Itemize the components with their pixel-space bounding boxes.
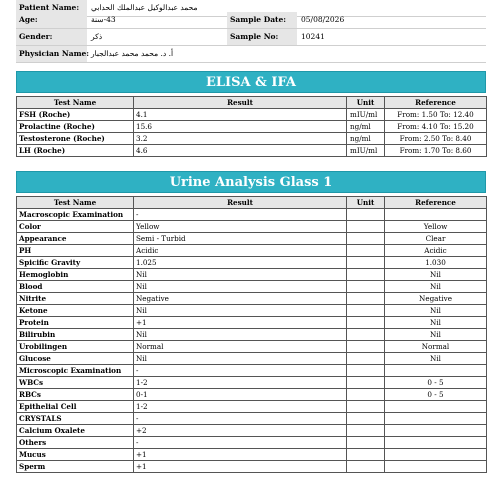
unit-cell (347, 413, 385, 425)
result-cell: Negative (134, 293, 347, 305)
sample-no-value: 10241 (301, 32, 325, 41)
table-row (17, 305, 487, 317)
physician-text: أ. د. محمد محمد عبدالجبار (91, 49, 174, 58)
unit-cell: ng/ml (347, 133, 385, 145)
result-cell: Nil (134, 353, 347, 365)
unit-cell (347, 461, 385, 473)
result-cell: 4.1 (134, 109, 347, 121)
reference-cell: 0 - 5 (385, 377, 487, 389)
table-row (17, 401, 487, 413)
elisa-header-row (17, 97, 487, 109)
unit-cell (347, 437, 385, 449)
reference-cell (385, 425, 487, 437)
reference-cell (385, 413, 487, 425)
test-name-cell: Urobilingen (17, 341, 134, 353)
elisa-results-table (16, 96, 487, 157)
elisa-section-title: ELISA & IFA (16, 71, 486, 93)
test-name-header: Test Name (17, 197, 134, 209)
unit-cell (347, 401, 385, 413)
result-cell: 1-2 (134, 377, 347, 389)
test-name-cell: Microscopic Examination (17, 365, 134, 377)
reference-cell: Negative (385, 293, 487, 305)
result-cell: - (134, 209, 347, 221)
reference-cell: Nil (385, 353, 487, 365)
test-name-cell: Appearance (17, 233, 134, 245)
unit-cell (347, 245, 385, 257)
table-row (17, 425, 487, 437)
reference-cell (385, 461, 487, 473)
result-cell: - (134, 365, 347, 377)
result-cell: 1-2 (134, 401, 347, 413)
unit-cell (347, 269, 385, 281)
table-row (17, 281, 487, 293)
table-row (17, 221, 487, 233)
reference-cell: Nil (385, 281, 487, 293)
result-cell: 1.025 (134, 257, 347, 269)
table-row (17, 109, 487, 121)
table-row (17, 461, 487, 473)
result-cell: +1 (134, 461, 347, 473)
test-name-cell: Prolactine (Roche) (17, 121, 134, 133)
unit-cell (347, 221, 385, 233)
table-row (17, 245, 487, 257)
reference-cell: Nil (385, 317, 487, 329)
table-row (17, 341, 487, 353)
table-row (17, 365, 487, 377)
urine-results-table (16, 196, 487, 473)
reference-cell: From: 1.70 To: 8.60 (385, 145, 487, 157)
test-name-cell: WBCs (17, 377, 134, 389)
table-row (17, 317, 487, 329)
table-row (17, 233, 487, 245)
result-cell: Nil (134, 329, 347, 341)
unit-cell (347, 329, 385, 341)
reference-cell: 1.030 (385, 257, 487, 269)
unit-cell (347, 209, 385, 221)
table-row (17, 329, 487, 341)
test-name-cell: RBCs (17, 389, 134, 401)
unit-cell: mIU/ml (347, 145, 385, 157)
unit-cell (347, 425, 385, 437)
table-row (17, 209, 487, 221)
unit-cell (347, 317, 385, 329)
urine-header-row (17, 197, 487, 209)
gender-value (87, 29, 227, 45)
patient-info (16, 0, 486, 58)
test-name-cell: Sperm (17, 461, 134, 473)
result-cell: Semi - Turbid (134, 233, 347, 245)
test-name-cell: Hemoglobin (17, 269, 134, 281)
reference-cell (385, 437, 487, 449)
age-row (16, 12, 486, 29)
result-cell: - (134, 413, 347, 425)
test-name-cell: Mucus (17, 449, 134, 461)
table-row (17, 413, 487, 425)
test-name-cell: FSH (Roche) (17, 109, 134, 121)
gender-text: ذكر (91, 32, 103, 41)
unit-cell (347, 257, 385, 269)
result-cell: 15.6 (134, 121, 347, 133)
result-cell: +2 (134, 425, 347, 437)
reference-cell: 0 - 5 (385, 389, 487, 401)
sample-date-label: Sample Date: (227, 12, 297, 28)
unit-cell (347, 377, 385, 389)
unit-cell (347, 305, 385, 317)
table-row (17, 437, 487, 449)
unit-cell (347, 281, 385, 293)
age-label: Age: (16, 12, 87, 28)
reference-cell: From: 2.50 To: 8.40 (385, 133, 487, 145)
result-cell: +1 (134, 449, 347, 461)
test-name-cell: Testosterone (Roche) (17, 133, 134, 145)
table-row (17, 269, 487, 281)
test-name-cell: Blood (17, 281, 134, 293)
urine-table-body (17, 209, 487, 473)
result-cell: Nil (134, 269, 347, 281)
gender-row (16, 29, 486, 46)
test-name-cell: CRYSTALS (17, 413, 134, 425)
unit-cell (347, 449, 385, 461)
unit-cell (347, 233, 385, 245)
reference-header: Reference (385, 197, 487, 209)
reference-cell (385, 209, 487, 221)
result-header: Result (134, 197, 347, 209)
table-row (17, 133, 487, 145)
test-name-cell: Bilirubin (17, 329, 134, 341)
test-name-cell: LH (Roche) (17, 145, 134, 157)
reference-cell: Nil (385, 269, 487, 281)
unit-cell (347, 389, 385, 401)
unit-cell: ng/ml (347, 121, 385, 133)
result-cell: Acidic (134, 245, 347, 257)
result-cell: 0-1 (134, 389, 347, 401)
test-name-cell: Ketone (17, 305, 134, 317)
reference-cell: From: 1.50 To: 12.40 (385, 109, 487, 121)
test-name-cell: Epithelial Cell (17, 401, 134, 413)
test-name-cell: Glucose (17, 353, 134, 365)
patient-name-label: Patient Name: (16, 0, 87, 16)
reference-cell: Clear (385, 233, 487, 245)
test-name-cell: Others (17, 437, 134, 449)
test-name-cell: Protein (17, 317, 134, 329)
result-cell: Nil (134, 281, 347, 293)
test-name-cell: Spicific Gravity (17, 257, 134, 269)
test-name-cell: Calcium Oxalete (17, 425, 134, 437)
table-row (17, 121, 487, 133)
result-cell: Yellow (134, 221, 347, 233)
reference-cell (385, 401, 487, 413)
sample-date-value: 05/08/2026 (301, 15, 345, 24)
result-cell: Nil (134, 305, 347, 317)
sample-no-label: Sample No: (227, 29, 297, 45)
reference-cell: Acidic (385, 245, 487, 257)
test-name-header: Test Name (17, 97, 134, 109)
unit-header: Unit (347, 197, 385, 209)
reference-cell: Yellow (385, 221, 487, 233)
patient-name-text: محمد عبدالوكيل عبدالملك الحدابي (91, 3, 198, 12)
age-text: 43-سنة (91, 15, 116, 24)
gender-label: Gender: (16, 29, 87, 45)
table-row (17, 353, 487, 365)
reference-cell (385, 365, 487, 377)
physician-label: Physician Name: (16, 46, 87, 62)
unit-cell: mIU/ml (347, 109, 385, 121)
unit-cell (347, 293, 385, 305)
table-row (17, 389, 487, 401)
age-value (87, 12, 227, 28)
result-header: Result (134, 97, 347, 109)
table-row (17, 257, 487, 269)
physician-value (87, 46, 227, 62)
result-cell: - (134, 437, 347, 449)
test-name-cell: Color (17, 221, 134, 233)
result-cell: 4.6 (134, 145, 347, 157)
test-name-cell: Nitrite (17, 293, 134, 305)
table-row (17, 145, 487, 157)
result-cell: 3.2 (134, 133, 347, 145)
table-row (17, 449, 487, 461)
table-row (17, 293, 487, 305)
physician-row (16, 46, 486, 63)
table-row (17, 377, 487, 389)
test-name-cell: PH (17, 245, 134, 257)
reference-header: Reference (385, 97, 487, 109)
test-name-cell: Macroscopic Examination (17, 209, 134, 221)
urine-section-title: Urine Analysis Glass 1 (16, 171, 486, 193)
elisa-table-body (17, 109, 487, 157)
reference-cell: From: 4.10 To: 15.20 (385, 121, 487, 133)
result-cell: +1 (134, 317, 347, 329)
reference-cell: Nil (385, 305, 487, 317)
unit-cell (347, 353, 385, 365)
result-cell: Normal (134, 341, 347, 353)
unit-header: Unit (347, 97, 385, 109)
reference-cell: Normal (385, 341, 487, 353)
unit-cell (347, 341, 385, 353)
unit-cell (347, 365, 385, 377)
reference-cell (385, 449, 487, 461)
reference-cell: Nil (385, 329, 487, 341)
